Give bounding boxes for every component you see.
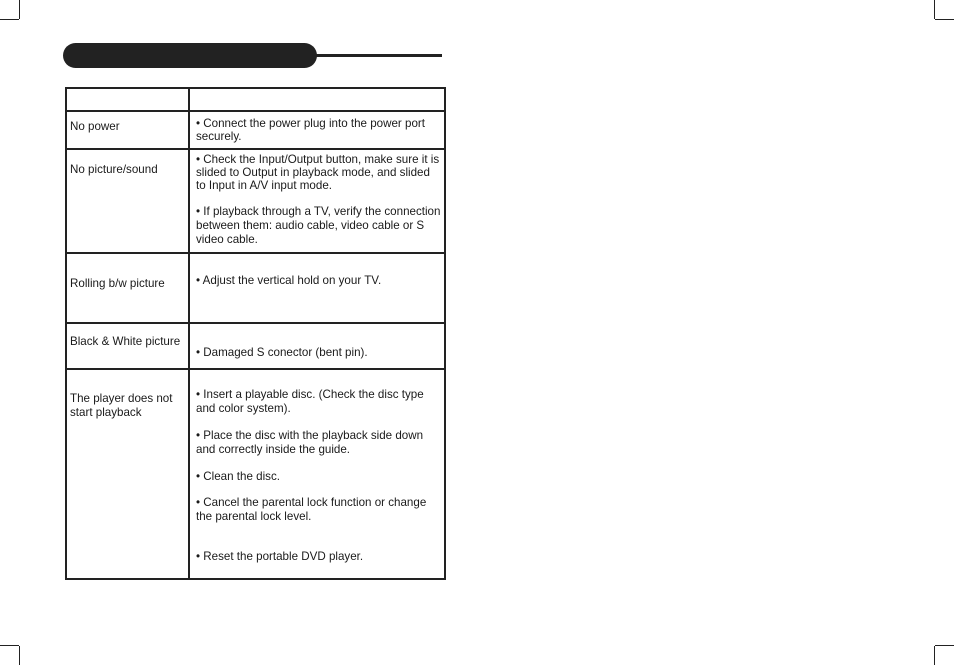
crop-mark-bottom-right-h <box>935 645 954 646</box>
solution-text: • Clean the disc. <box>196 470 280 483</box>
crop-mark-top-right-v <box>934 0 935 19</box>
crop-mark-bottom-right-v <box>934 646 935 665</box>
problem-cell: No power <box>70 120 120 133</box>
troubleshooting-table <box>65 87 446 580</box>
crop-mark-top-right-h <box>935 19 954 20</box>
solution-text: • Place the disc with the playback side down and correctly inside the guide. <box>196 429 424 456</box>
crop-mark-bottom-left-v <box>19 646 20 665</box>
solution-text: • Insert a playable disc. (Check the disc type and color system). <box>196 388 424 415</box>
problem-cell: Black & White picture <box>70 335 181 348</box>
solution-text: • Reset the portable DVD player. <box>196 550 364 563</box>
problem-cell: Rolling b/w picture <box>70 277 165 290</box>
column-divider <box>188 89 190 578</box>
solution-text: • Adjust the vertical hold on your TV. <box>196 274 382 287</box>
problem-cell: No picture/sound <box>70 163 158 176</box>
crop-mark-bottom-left-h <box>0 645 19 646</box>
solution-text: • If playback through a TV, verify the connection between them: audio cable, video cable or S video cable. <box>196 205 441 246</box>
section-header-rule <box>300 54 442 57</box>
section-header-pill <box>63 43 317 68</box>
crop-mark-top-left-v <box>19 0 20 19</box>
header-row-divider <box>67 110 444 112</box>
problem-cell: The player does not start playback <box>70 392 173 419</box>
row-divider <box>67 322 444 324</box>
solution-cell <box>196 346 442 372</box>
solution-text: • Damaged S conector (bent pin). <box>196 346 368 359</box>
solution-cell <box>196 388 442 576</box>
solution-cell <box>196 117 442 156</box>
solution-cell <box>196 274 442 300</box>
solution-text: • Check the Input/Output button, make sure it is slided to Output in playback mode, and slided to Input in A/V input mode. <box>196 153 440 192</box>
crop-mark-top-left-h <box>0 19 19 20</box>
solution-cell <box>196 153 442 260</box>
solution-text: • Connect the power plug into the power port securely. <box>196 117 425 143</box>
solution-text: • Cancel the parental lock function or change the parental lock level. <box>196 496 427 523</box>
